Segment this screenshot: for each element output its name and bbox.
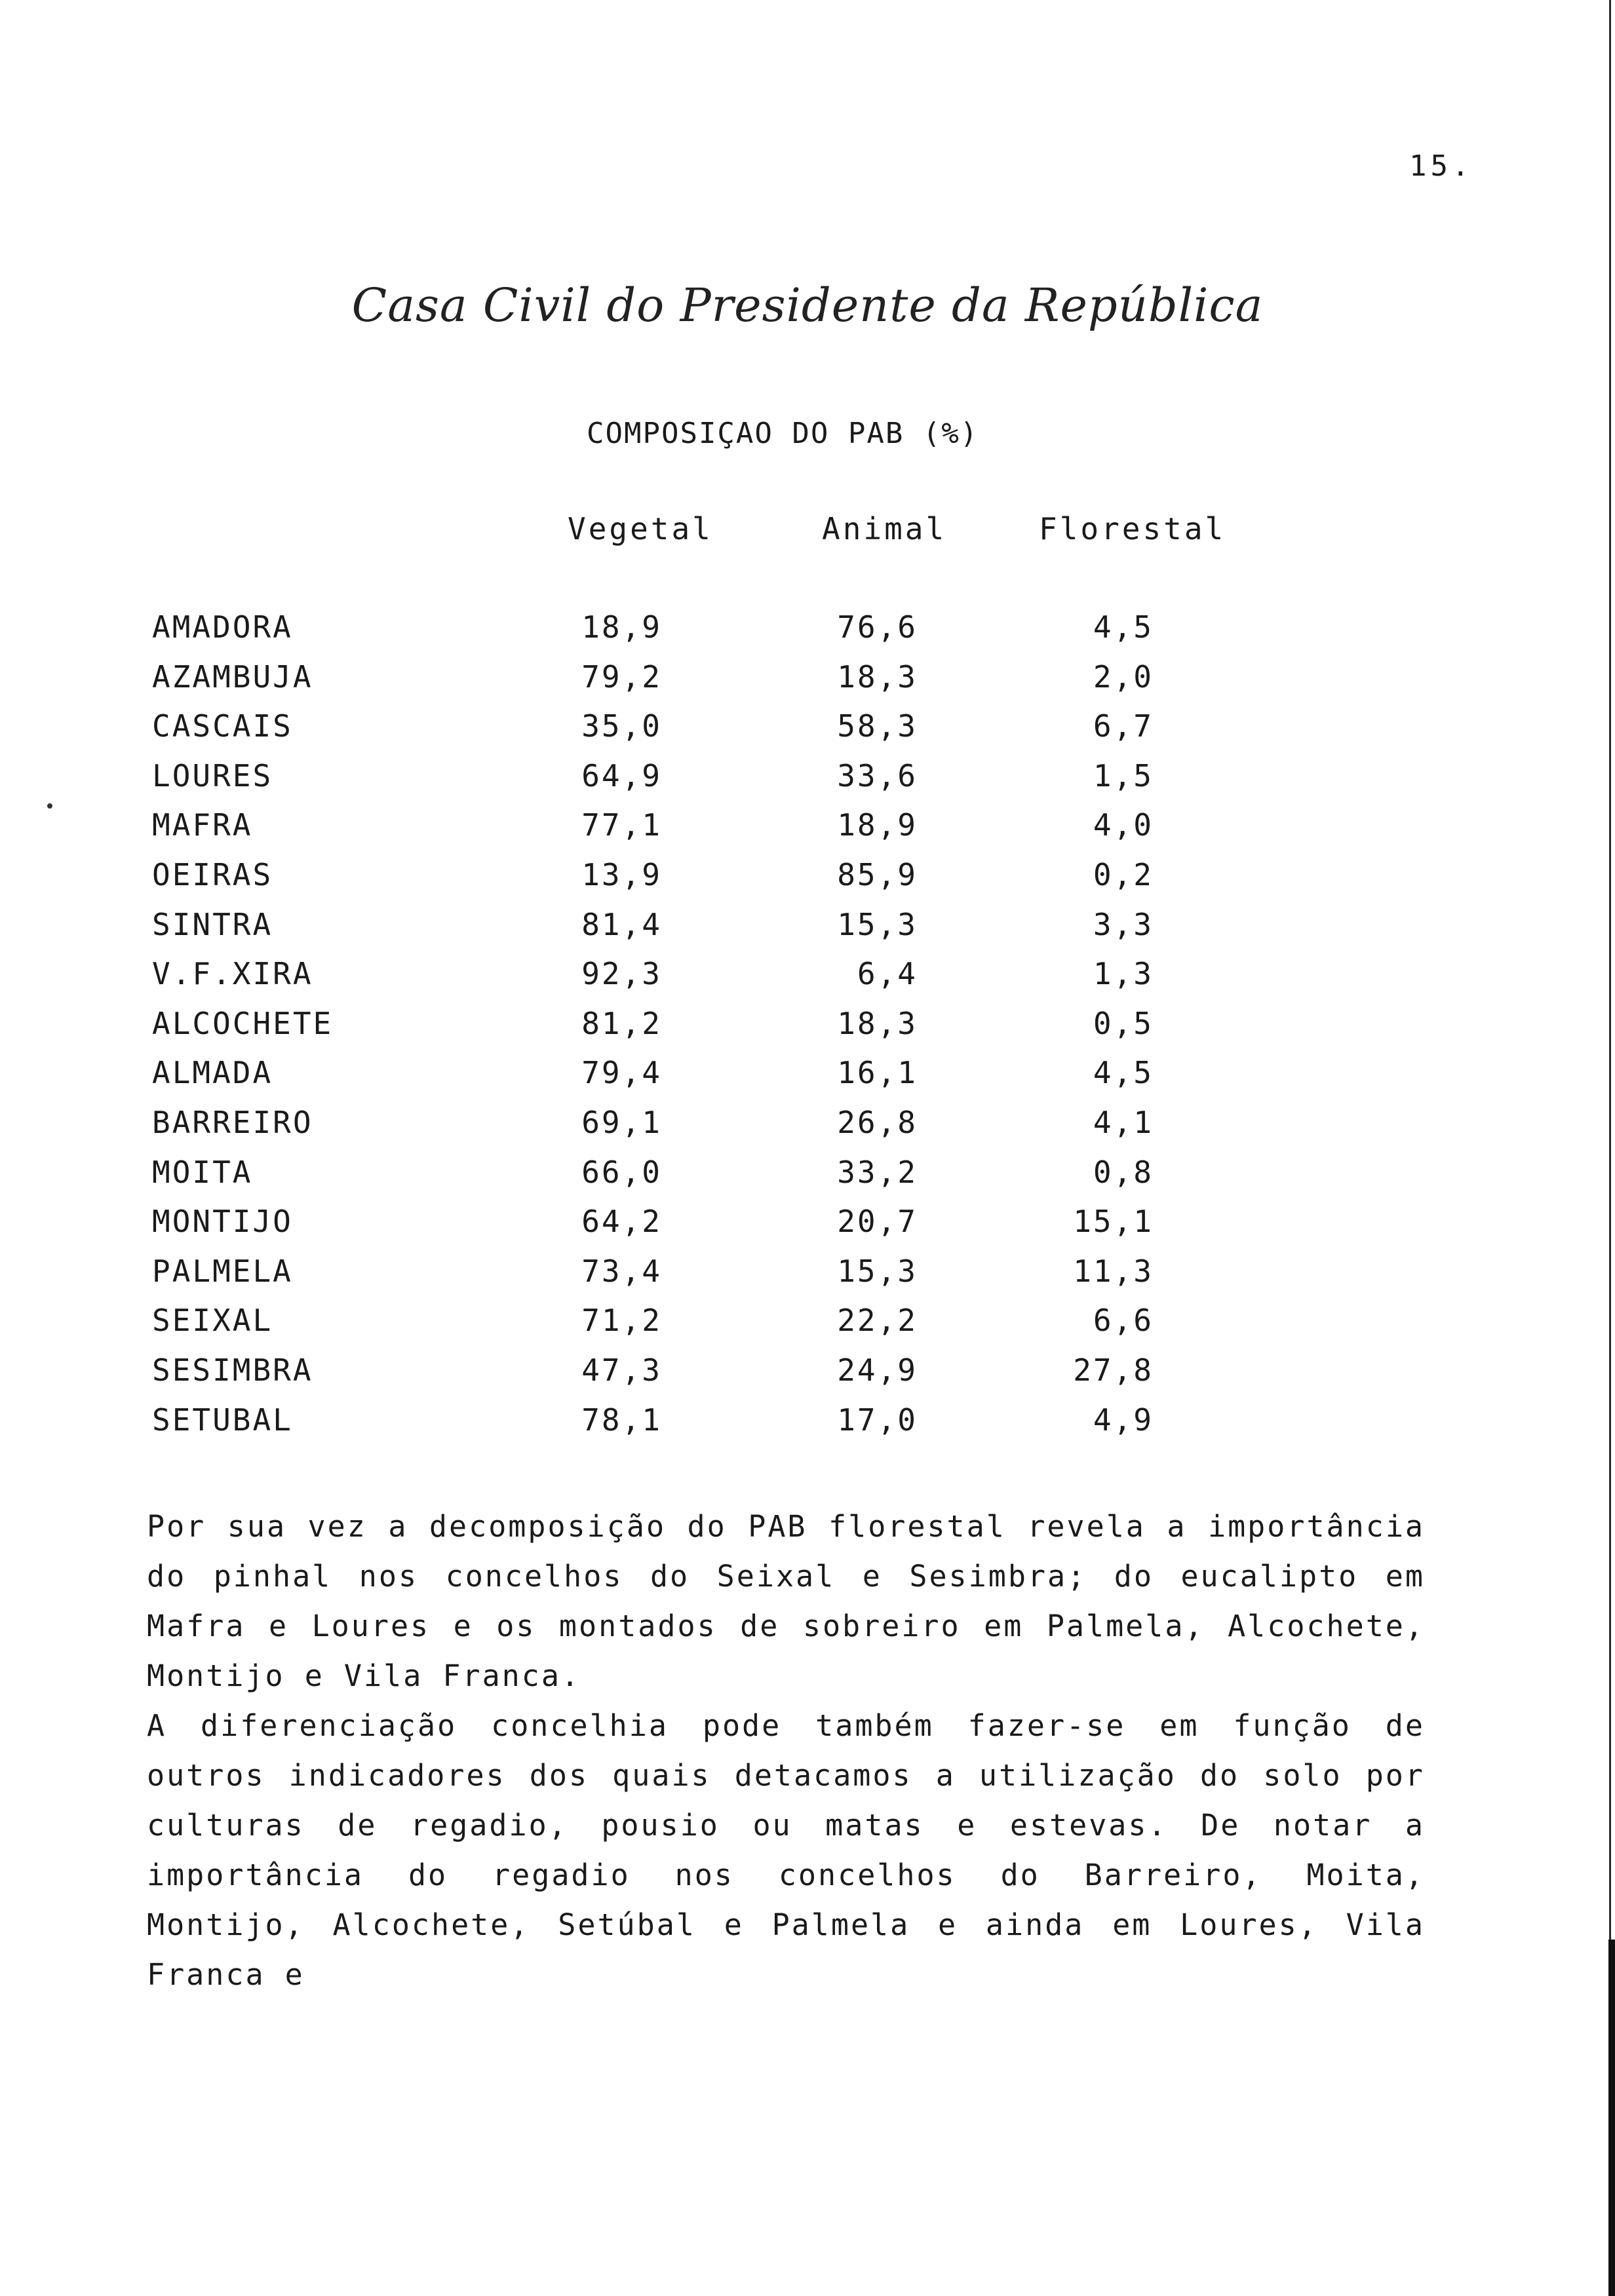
florestal-value: 27,8 <box>1073 1352 1154 1388</box>
animal-value: 17,0 <box>837 1402 918 1438</box>
vegetal-value: 78,1 <box>581 1402 662 1438</box>
vegetal-value: 71,2 <box>581 1303 662 1339</box>
florestal-value: 4,5 <box>1093 1055 1154 1091</box>
municipality-name: SESIMBRA <box>152 1352 313 1388</box>
table-row <box>0 1303 1615 1352</box>
florestal-value: 1,3 <box>1093 956 1154 992</box>
florestal-value: 2,0 <box>1093 659 1154 695</box>
table-row <box>0 1352 1615 1402</box>
vegetal-value: 81,4 <box>581 906 662 942</box>
animal-value: 85,9 <box>837 856 918 892</box>
animal-value: 18,9 <box>837 807 918 843</box>
vegetal-value: 13,9 <box>581 856 662 892</box>
municipality-name: SEIXAL <box>152 1303 273 1339</box>
vegetal-value: 92,3 <box>581 956 662 992</box>
table-row <box>0 758 1615 808</box>
animal-value: 18,3 <box>837 1005 918 1041</box>
table-row <box>0 1253 1615 1303</box>
table-row <box>0 1155 1615 1204</box>
table-row <box>0 1105 1615 1155</box>
column-header-animal: Animal <box>822 511 947 546</box>
vegetal-value: 66,0 <box>581 1154 662 1190</box>
municipality-name: SINTRA <box>152 906 273 942</box>
florestal-value: 6,6 <box>1093 1303 1154 1339</box>
table-row <box>0 609 1615 659</box>
vegetal-value: 18,9 <box>581 609 662 645</box>
florestal-value: 4,5 <box>1093 609 1154 645</box>
table-row <box>0 857 1615 907</box>
pab-composition-table <box>0 609 1615 1451</box>
column-header-florestal: Florestal <box>1039 511 1226 546</box>
table-row <box>0 956 1615 1006</box>
municipality-name: MOITA <box>152 1154 253 1190</box>
table-row <box>0 1402 1615 1452</box>
vegetal-value: 77,1 <box>581 807 662 843</box>
animal-value: 6,4 <box>857 956 918 992</box>
body-text <box>147 1502 1425 2000</box>
municipality-name: CASCAIS <box>152 708 293 744</box>
florestal-value: 0,2 <box>1093 856 1154 892</box>
vegetal-value: 73,4 <box>581 1253 662 1289</box>
municipality-name: AMADORA <box>152 609 293 645</box>
vegetal-value: 81,2 <box>581 1005 662 1041</box>
municipality-name: BARREIRO <box>152 1104 313 1140</box>
municipality-name: LOURES <box>152 757 273 794</box>
animal-value: 15,3 <box>837 906 918 942</box>
paragraph-diferenciacao: A diferenciação concelhia pode também fazer-se em função de outros indicadores dos quais detacamos a utilização do solo por culturas de regadio, pousio ou matas e estevas. De notar a importância do regadio nos concelhos do Barreiro, Moita, Montijo, Alcochete, Setúbal e Palmela e ainda em Loures, Vila Franca e <box>147 1708 1425 1992</box>
municipality-name: ALCOCHETE <box>152 1005 334 1041</box>
vegetal-value: 35,0 <box>581 708 662 744</box>
municipality-name: OEIRAS <box>152 856 273 892</box>
animal-value: 58,3 <box>837 708 918 744</box>
florestal-value: 0,8 <box>1093 1154 1154 1190</box>
vegetal-value: 47,3 <box>581 1352 662 1388</box>
animal-value: 26,8 <box>837 1104 918 1140</box>
animal-value: 24,9 <box>837 1352 918 1388</box>
municipality-name: MAFRA <box>152 807 253 843</box>
florestal-value: 4,0 <box>1093 807 1154 843</box>
animal-value: 33,2 <box>837 1154 918 1190</box>
animal-value: 76,6 <box>837 609 918 645</box>
letterhead: Casa Civil do Presidente da República <box>351 278 1264 332</box>
table-row <box>0 659 1615 709</box>
vegetal-value: 64,9 <box>581 757 662 794</box>
table-row <box>0 708 1615 758</box>
florestal-value: 0,5 <box>1093 1005 1154 1041</box>
florestal-value: 6,7 <box>1093 708 1154 744</box>
table-row <box>0 1006 1615 1056</box>
florestal-value: 4,9 <box>1093 1402 1154 1438</box>
vegetal-value: 79,4 <box>581 1055 662 1091</box>
table-row <box>0 807 1615 857</box>
column-header-vegetal: Vegetal <box>568 511 713 546</box>
animal-value: 16,1 <box>837 1055 918 1091</box>
paragraph-florestal: Por sua vez a decomposição do PAB florestal revela a importância do pinhal nos concelhos do Seixal e Sesimbra; do eucalipto em Mafra e Loures e os montados de sobreiro em Palmela, Alcochete, Montijo e Vila Franca. <box>147 1509 1425 1693</box>
animal-value: 20,7 <box>837 1204 918 1240</box>
municipality-name: PALMELA <box>152 1253 293 1289</box>
municipality-name: AZAMBUJA <box>152 659 313 695</box>
municipality-name: V.F.XIRA <box>152 956 313 992</box>
table-title: COMPOSIÇAO DO PAB (%) <box>587 417 979 450</box>
animal-value: 22,2 <box>837 1303 918 1339</box>
municipality-name: MONTIJO <box>152 1204 293 1240</box>
municipality-name: ALMADA <box>152 1055 273 1091</box>
vegetal-value: 79,2 <box>581 659 662 695</box>
page-edge-shadow <box>1608 1940 1615 2296</box>
vegetal-value: 64,2 <box>581 1204 662 1240</box>
table-row <box>0 1055 1615 1105</box>
page-number: 15. <box>1409 149 1473 183</box>
florestal-value: 3,3 <box>1093 906 1154 942</box>
table-row <box>0 1204 1615 1253</box>
animal-value: 18,3 <box>837 659 918 695</box>
animal-value: 15,3 <box>837 1253 918 1289</box>
florestal-value: 1,5 <box>1093 757 1154 794</box>
municipality-name: SETUBAL <box>152 1402 293 1438</box>
florestal-value: 11,3 <box>1073 1253 1154 1289</box>
florestal-value: 15,1 <box>1073 1204 1154 1240</box>
florestal-value: 4,1 <box>1093 1104 1154 1140</box>
animal-value: 33,6 <box>837 757 918 794</box>
vegetal-value: 69,1 <box>581 1104 662 1140</box>
table-row <box>0 907 1615 957</box>
